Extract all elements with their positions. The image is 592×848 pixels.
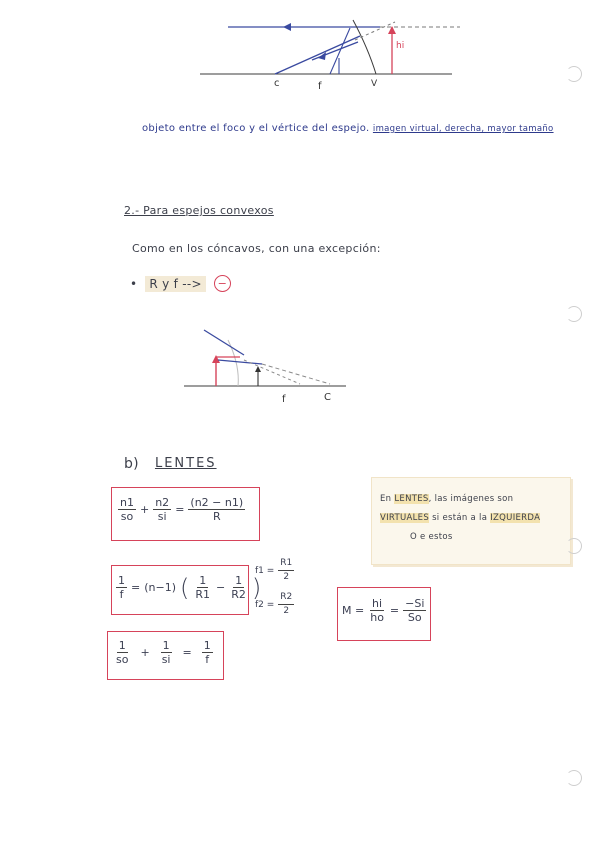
concave-mirror-diagram: [0, 0, 592, 110]
one-r1: 1: [199, 574, 207, 587]
label-hi: hi: [396, 41, 405, 51]
so: so: [116, 653, 129, 666]
n-diff: (n2 − n1): [190, 496, 244, 509]
minus-sign-icon: −: [214, 275, 231, 292]
note-p2: , las imágenes son: [428, 494, 514, 504]
dashed-extension: [262, 364, 330, 384]
plus: +: [140, 646, 150, 659]
f2-two: 2: [283, 606, 290, 616]
note-text: [380, 490, 566, 547]
f1-label: f1 =: [255, 565, 275, 576]
n2: n2: [155, 496, 170, 509]
equation-thin-lens: [114, 639, 213, 666]
one-so: 1: [118, 639, 126, 652]
f2-label: f2 =: [255, 599, 275, 610]
n1: n1: [120, 496, 134, 509]
diagram1-caption: [142, 123, 554, 134]
f: f: [205, 653, 210, 666]
plus: +: [139, 503, 150, 516]
equals: =: [389, 604, 400, 617]
section2-rule: [130, 275, 231, 292]
f2-r2: R2: [278, 591, 294, 605]
one-r2: 1: [235, 574, 243, 587]
r: R: [212, 510, 221, 523]
reflected-ray: [218, 360, 262, 364]
label-c: c: [274, 78, 280, 89]
label-v: V: [371, 79, 378, 89]
incident-ray: [204, 330, 244, 355]
equation-magnification: [342, 597, 426, 624]
punch-hole-icon: [566, 538, 582, 554]
note-p1: En: [380, 494, 392, 504]
heading-text: LENTES: [154, 456, 217, 471]
label-c: C: [324, 392, 331, 403]
image-arrow-head: [255, 366, 261, 372]
lenses-note: [371, 477, 571, 565]
object-arrow-head: [212, 355, 220, 363]
punch-hole-icon: [566, 770, 582, 786]
equals: =: [131, 581, 141, 594]
ho: ho: [370, 611, 384, 624]
caption-text: objeto entre el foco y el vértice del espejo.: [142, 123, 370, 134]
si: si: [161, 653, 171, 666]
factor: (n−1): [144, 581, 176, 594]
ray-to-focus: [312, 42, 358, 60]
equals: =: [175, 503, 185, 516]
heading-letter: b): [124, 456, 139, 472]
neg-si: −Si: [405, 597, 425, 610]
label-f: f: [318, 81, 322, 92]
so: so: [120, 510, 134, 523]
equation-lensmaker: [116, 574, 261, 601]
f1-r1: R1: [278, 557, 294, 571]
section2-heading: 2.- Para espejos convexos: [124, 204, 274, 217]
minus: −: [216, 581, 226, 594]
paren-right: ): [251, 573, 262, 602]
one-si: 1: [162, 639, 170, 652]
equals: =: [182, 646, 192, 659]
focal-f1: [255, 557, 294, 584]
label-f: f: [282, 394, 286, 405]
m-label: M =: [342, 604, 365, 617]
bullet: •: [130, 276, 138, 291]
punch-hole-icon: [566, 66, 582, 82]
note-p4: O e estos: [410, 532, 453, 542]
construction-line: [330, 28, 350, 74]
caption-underlined: imagen virtual, derecha, mayor tamaño: [372, 124, 554, 134]
reflected-ray: [275, 36, 360, 74]
paren-left: (: [180, 573, 190, 602]
one: 1: [118, 574, 125, 587]
mirror-arc: [353, 20, 376, 74]
rule-text: R y f -->: [145, 276, 206, 292]
note-lentes: LENTES: [394, 494, 429, 504]
focal-f2: [255, 591, 294, 618]
lenses-heading: [124, 456, 217, 472]
convex-mirror-diagram: [0, 320, 592, 430]
mirror-arc: [228, 340, 238, 386]
punch-hole-icon: [566, 306, 582, 322]
dashed-extension: [355, 22, 395, 40]
arrow-left-icon: [283, 23, 291, 31]
r1: R1: [195, 588, 211, 601]
f1-two: 2: [283, 572, 290, 582]
one-f: 1: [203, 639, 211, 652]
hi: hi: [372, 597, 383, 610]
note-virtuales: VIRTUALES: [380, 513, 430, 523]
f: f: [119, 588, 124, 601]
so: So: [407, 611, 422, 624]
section2-intro: Como en los cóncavos, con una excepción:: [132, 242, 381, 255]
r2: R2: [231, 588, 246, 601]
equation-refraction: [118, 496, 245, 523]
si: si: [157, 510, 167, 523]
note-izquierda: IZQUIERDA: [490, 513, 541, 523]
note-p3: si están a la: [432, 513, 488, 523]
